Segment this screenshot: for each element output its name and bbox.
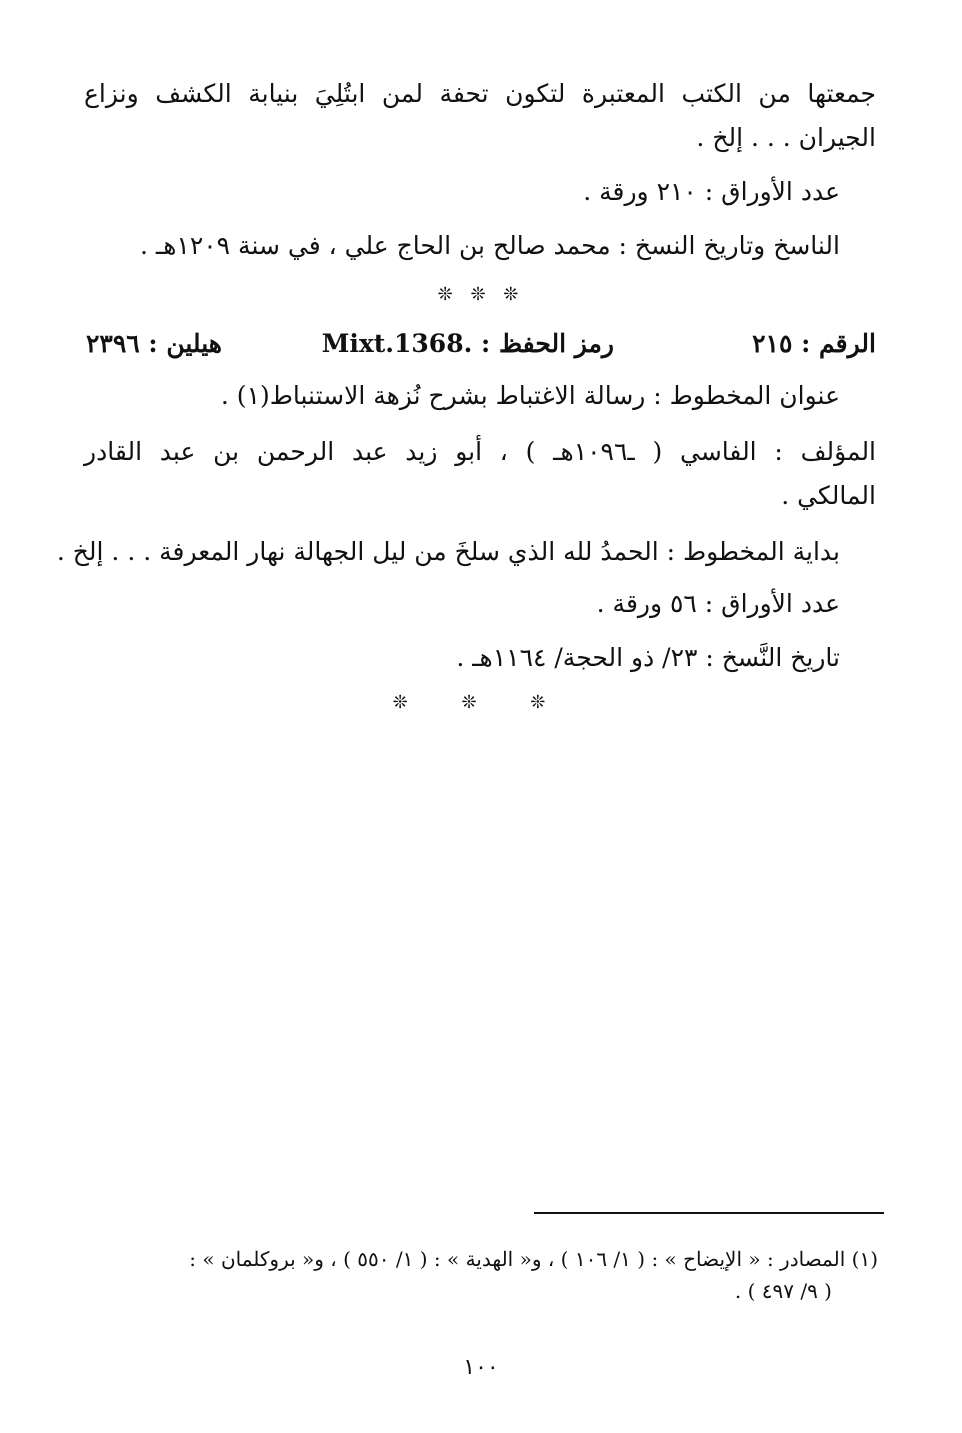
folio-count-2: عدد الأوراق : ٥٦ ورقة . — [596, 589, 840, 618]
manuscript-incipit: بداية المخطوط : الحمدُ لله الذي سلخَ من ليل الجهالة نهار المعرفة . . . إلخ . — [56, 537, 840, 566]
page-number: ١٠٠ — [463, 1355, 499, 1380]
copy-date: تاريخ النَّسخ : ٢٣/ ذو الحجة/ ١١٦٤هـ . — [456, 643, 840, 672]
footnote-line-1: (١) المصادر : « الإيضاح » : ( ١/ ١٠٦ ) ، و« الهدية » : ( ١/ ٥٥٠ ) ، و« بروكلمان » : — [189, 1247, 878, 1271]
record-description-line-2: الجيران . . . إلخ . — [696, 123, 876, 152]
record-number: الرقم : ٢١٥ — [752, 329, 876, 358]
footnote-divider — [534, 1212, 884, 1214]
author-line-1: المؤلف : الفاسي ( ـ١٠٩٦هـ ) ، أبو زيد عبد الرحمن بن عبد القادر — [84, 437, 877, 466]
folio-count: عدد الأوراق : ٢١٠ ورقة . — [583, 177, 840, 206]
author-line-2: المالكي . — [781, 481, 876, 510]
copyist-and-date: الناسخ وتاريخ النسخ : محمد صالح بن الحاج علي ، في سنة ١٢٠٩هـ . — [139, 231, 840, 260]
footnote-line-2: ( ٩/ ٤٩٧ ) . — [734, 1279, 832, 1303]
manuscript-title: عنوان المخطوط : رسالة الاغتباط بشرح نُزهة الاستنباط(١) . — [220, 381, 840, 410]
helen-number: هيلين : ٢٣٩٦ — [86, 329, 222, 358]
record-header-row — [86, 324, 876, 364]
record-description-line-1: جمعتها من الكتب المعتبرة لتكون تحفة لمن ابتُلِيَ بنيابة الكشف ونزاع — [84, 79, 876, 108]
section-separator-2: ❊ ❊ ❊ — [392, 692, 570, 713]
section-separator: ❊ ❊ ❊ — [437, 284, 525, 305]
shelfmark: رمز الحفظ : .Mixt.1368 — [321, 329, 614, 358]
